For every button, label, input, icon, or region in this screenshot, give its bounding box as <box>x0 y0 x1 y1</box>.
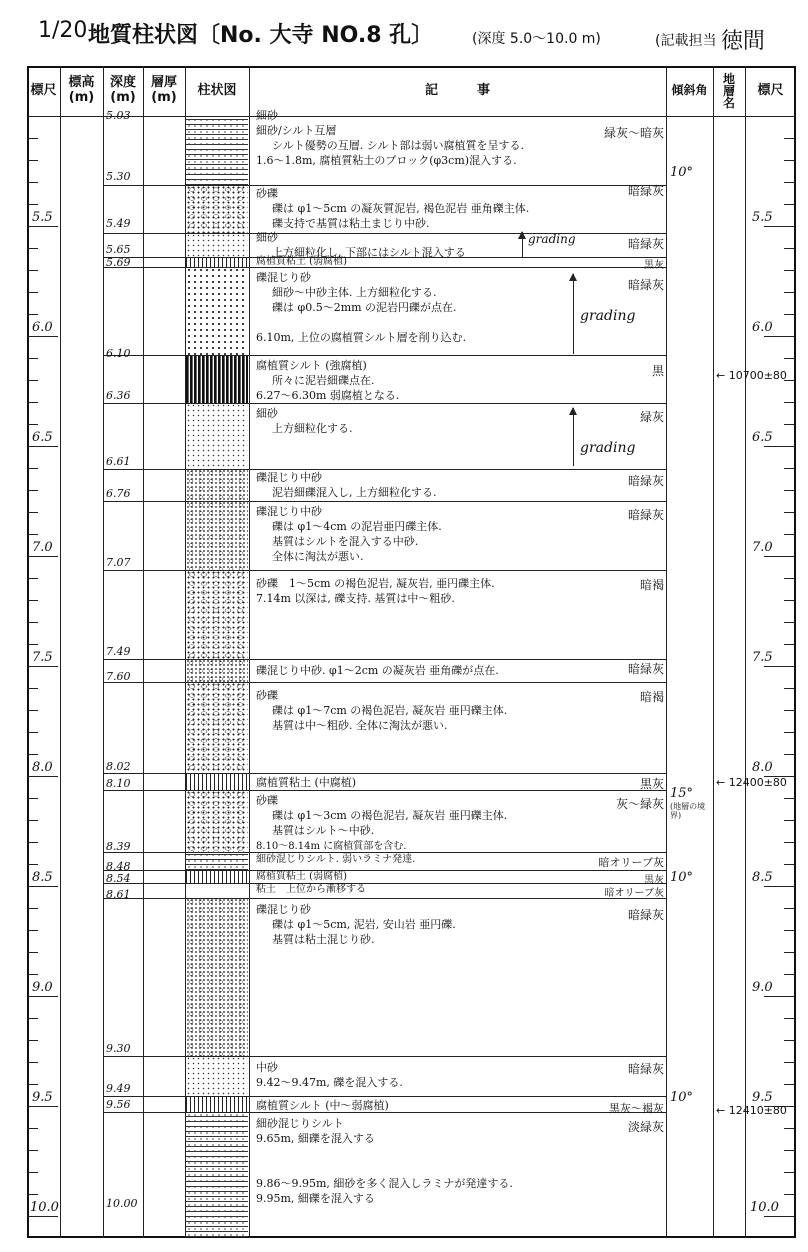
depth-value: 6.10 <box>106 347 131 360</box>
scale-tick <box>28 578 38 579</box>
scale-label-left: 6.0 <box>32 320 53 335</box>
scale-tick-major <box>764 666 794 667</box>
desc-line: 上方細粒化し, 下部にはシルト混入する <box>272 246 466 259</box>
litho-clay <box>186 883 248 898</box>
desc-line: 礫混じり中砂 <box>256 471 322 484</box>
scale-tick <box>28 138 38 139</box>
layer-color: 暗緑灰 <box>627 184 664 198</box>
depth-value: 8.61 <box>106 888 131 901</box>
layer-boundary <box>103 659 666 660</box>
scale-tick-major <box>764 446 794 447</box>
desc-line: 礫は φ1～5cm, 泥岩, 安山岩 亜円礫. <box>272 918 456 931</box>
scale-tick <box>784 314 794 315</box>
layer-boundary <box>103 682 666 683</box>
sheet-title: 地質柱状図〔No. 大寺 NO.8 孔〕 <box>88 23 434 48</box>
depth-value: 9.49 <box>106 1082 131 1095</box>
scale-tick-major <box>28 886 58 887</box>
layer-description <box>256 108 664 168</box>
desc-line: 6.27～6.30m 弱腐植となる. <box>256 389 400 402</box>
scale-tick <box>784 820 794 821</box>
depth-value: 8.39 <box>106 840 131 853</box>
litho-gravel <box>186 570 248 659</box>
scale-tick <box>784 402 794 403</box>
grading-arrow <box>522 232 523 258</box>
depth-value: 5.30 <box>106 170 131 183</box>
desc-line: 細砂～中砂主体. 上方細粒化する. <box>272 286 437 299</box>
desc-line: 上方細粒化する. <box>272 422 353 435</box>
desc-line: 腐植質粘土 (弱腐植) <box>256 871 347 882</box>
desc-line: 基質はシルト～中砂. <box>272 824 375 837</box>
scale-tick-major <box>28 666 58 667</box>
scale-tick-major <box>28 446 58 447</box>
scale-tick <box>28 952 38 953</box>
layer-color: 暗緑灰 <box>627 474 664 488</box>
litho-fine-sand-silt <box>186 117 248 185</box>
scale-tick <box>784 842 794 843</box>
depth-value: 8.54 <box>106 872 131 885</box>
scale-tick-major <box>28 1106 58 1107</box>
layer-color: 暗緑灰 <box>627 508 664 522</box>
layer-color: 暗褐 <box>639 690 664 704</box>
layer-color: 暗緑灰 <box>627 662 664 676</box>
scale-tick <box>28 1040 38 1041</box>
litho-sandy-silt <box>186 852 248 870</box>
col-divider <box>713 66 714 1238</box>
scale-tick <box>28 1084 38 1085</box>
layer-description <box>256 1060 664 1090</box>
age-marker: ← 12410±80 <box>716 1104 787 1117</box>
layer-description <box>256 1098 664 1113</box>
litho-gravel <box>186 790 248 852</box>
layer-boundary <box>103 773 666 774</box>
scale-tick <box>28 600 38 601</box>
depth-value: 5.03 <box>106 109 131 122</box>
desc-line: 礫支持で基質は粘土まじり中砂. <box>272 217 430 230</box>
layer-color: 緑灰～暗灰 <box>603 126 664 140</box>
desc-line: 細砂 <box>256 231 278 244</box>
desc-line: 細砂混じりシルト. 弱いラミナ発達. <box>256 854 416 865</box>
layer-description <box>256 663 664 678</box>
scale-label-left: 9.5 <box>32 1090 53 1105</box>
scale-tick <box>784 1018 794 1019</box>
depth-value: 6.36 <box>106 389 131 402</box>
layer-boundary <box>103 501 666 502</box>
desc-line: 基質は中～粗砂. 全体に淘汰が悪い. <box>272 719 448 732</box>
scale-label-left: 7.5 <box>32 650 53 665</box>
desc-line: 基質はシルトを混入する中砂. <box>272 535 419 548</box>
col-header-elevation: 標高 (m) <box>68 75 95 105</box>
scale-tick <box>784 138 794 139</box>
scale-label-left: 5.5 <box>32 210 53 225</box>
scale-tick-major <box>28 776 58 777</box>
scale-tick <box>28 534 38 535</box>
scale-tick <box>28 314 38 315</box>
scale-label-right: 8.5 <box>752 870 773 885</box>
scale-tick-major <box>764 886 794 887</box>
scale-tick <box>784 160 794 161</box>
litho-medium-sand <box>186 1056 248 1096</box>
litho-peaty-silt <box>186 1096 248 1112</box>
scale-tick <box>784 1128 794 1129</box>
scale-label-left: 9.0 <box>32 980 53 995</box>
layer-color: 暗緑灰 <box>627 908 664 922</box>
scale-tick <box>784 930 794 931</box>
scale-tick <box>784 292 794 293</box>
age-marker: ← 10700±80 <box>716 369 787 382</box>
layer-color: 淡緑灰 <box>627 1120 664 1134</box>
scale-tick <box>28 402 38 403</box>
scale-label-right: 7.5 <box>752 650 773 665</box>
sheet-header <box>0 18 808 58</box>
desc-line: 腐植質シルト (中～弱腐植) <box>256 1099 389 1112</box>
desc-line: 砂礫 <box>256 794 278 807</box>
layer-color: 暗オリーブ灰 <box>604 888 664 899</box>
desc-line: 細砂/シルト互層 <box>256 124 337 137</box>
scale-tick-major <box>764 336 794 337</box>
layer-description <box>256 1116 664 1206</box>
scale-label-right: 10.0 <box>750 1200 779 1215</box>
scale-tick <box>28 842 38 843</box>
layer-boundary <box>103 1056 666 1057</box>
scale-tick <box>28 1194 38 1195</box>
depth-value: 5.65 <box>106 243 131 256</box>
scale-tick <box>784 952 794 953</box>
col-divider <box>745 66 746 1238</box>
layer-description <box>256 504 664 564</box>
scale-label-left: 6.5 <box>32 430 53 445</box>
desc-line: 9.95m, 細礫を混入する <box>256 1192 375 1205</box>
age-marker: ← 12400±80 <box>716 776 787 789</box>
layer-boundary <box>103 1096 666 1097</box>
layer-boundary <box>103 570 666 571</box>
layer-description <box>256 186 664 231</box>
scale-tick <box>28 182 38 183</box>
grading-arrow <box>573 274 574 354</box>
scale-tick <box>784 600 794 601</box>
scale-tick <box>28 1018 38 1019</box>
layer-boundary <box>103 355 666 356</box>
col-header-depth: 深度 (m) <box>109 75 136 105</box>
desc-line: 礫混じり中砂 <box>256 505 322 518</box>
desc-line: 細砂 <box>256 109 278 122</box>
scale-tick <box>28 974 38 975</box>
scale-tick <box>784 710 794 711</box>
layer-description <box>256 884 664 896</box>
scale-tick <box>28 820 38 821</box>
layer-color: 暗褐 <box>639 578 664 592</box>
depth-value: 8.48 <box>106 860 131 873</box>
grading-arrow <box>573 408 574 466</box>
dip-value: 10° <box>670 1090 694 1105</box>
layer-description <box>256 470 664 500</box>
depth-value: 10.00 <box>106 1197 138 1210</box>
layer-color: 暗緑灰 <box>627 1062 664 1076</box>
scale-tick <box>28 468 38 469</box>
depth-value: 7.49 <box>106 645 131 658</box>
desc-line: シルト優勢の互層. シルト部は弱い腐植質を呈する. <box>272 139 524 152</box>
scale-tick <box>28 644 38 645</box>
desc-line: 基質は粘土混じり砂. <box>272 933 375 946</box>
desc-line: 細砂 <box>256 407 278 420</box>
litho-pebbly-sand <box>186 267 248 355</box>
scale-tick <box>784 1194 794 1195</box>
scale-label-right: 6.5 <box>752 430 773 445</box>
scale-tick-major <box>28 556 58 557</box>
scale-tick <box>28 204 38 205</box>
depth-value: 6.76 <box>106 487 131 500</box>
col-header-thickness: 層厚 (m) <box>150 75 177 105</box>
col-divider <box>249 66 250 1238</box>
desc-line: 9.65m, 細礫を混入する <box>256 1132 375 1145</box>
scale-tick-major <box>28 1216 58 1217</box>
scale-tick <box>28 1150 38 1151</box>
scale-label-right: 8.0 <box>752 760 773 775</box>
scale-tick <box>784 688 794 689</box>
scale-tick <box>784 1062 794 1063</box>
dip-note: (地層の境界) <box>670 802 706 820</box>
layer-boundary <box>103 898 666 899</box>
layer-color: 緑灰 <box>639 410 664 424</box>
scale-tick <box>784 358 794 359</box>
litho-peaty-silt <box>186 355 248 403</box>
scale-tick <box>784 974 794 975</box>
layer-boundary <box>103 267 666 268</box>
desc-line: 1.6～1.8m, 腐植質粘土のブロック(φ3cm)混入する. <box>256 154 517 167</box>
col-header-scale: 標尺 <box>30 82 57 98</box>
dip-value: 10° <box>670 165 694 180</box>
scale-tick-major <box>28 226 58 227</box>
layer-color: 灰～緑灰 <box>615 797 664 811</box>
depth-value: 6.61 <box>106 455 131 468</box>
depth-value: 8.10 <box>106 777 131 790</box>
layer-description <box>256 775 664 790</box>
scale-tick <box>28 358 38 359</box>
desc-line: 礫は φ1～4cm の泥岩亜円礫主体. <box>272 520 442 533</box>
litho-pebbly-medium-sand <box>186 501 248 570</box>
layer-description <box>256 688 664 733</box>
col-header-description: 記 事 <box>424 82 490 98</box>
desc-line: 礫混じり砂 <box>256 271 311 284</box>
layer-description <box>256 406 664 436</box>
scale-tick <box>28 270 38 271</box>
layer-description <box>256 358 664 403</box>
scale-tick <box>784 1150 794 1151</box>
scale-tick <box>784 908 794 909</box>
scale-tick-major <box>28 336 58 337</box>
desc-line: 礫混じり中砂. φ1～2cm の凝灰岩 亜角礫が点在. <box>256 664 499 677</box>
litho-pebbly-medium-sand <box>186 659 248 682</box>
layer-color: 黒灰～褐灰 <box>609 1102 664 1115</box>
scale-label-right: 9.5 <box>752 1090 773 1105</box>
scale-tick <box>784 732 794 733</box>
desc-line: 9.86～9.95m, 細砂を多く混入しラミナが発達する. <box>256 1177 513 1190</box>
scale-label: 1/20 <box>38 18 88 43</box>
desc-line: 9.42～9.47m, 礫を混入する. <box>256 1076 403 1089</box>
depth-range: (深度 5.0～10.0 m) <box>472 31 601 47</box>
scale-label-left: 7.0 <box>32 540 53 555</box>
desc-line: 中砂 <box>256 1061 278 1074</box>
desc-line: 泥岩細礫混入し, 上方細粒化する. <box>272 486 437 499</box>
depth-value: 7.60 <box>106 670 131 683</box>
scale-tick <box>784 1040 794 1041</box>
desc-line: 細砂混じりシルト <box>256 1117 344 1130</box>
litho-fine-sand <box>186 233 248 257</box>
scale-tick-major <box>764 226 794 227</box>
scale-tick <box>28 160 38 161</box>
col-header-scale-right: 標尺 <box>757 82 784 98</box>
layer-color: 黒灰 <box>644 260 664 271</box>
col-divider <box>103 66 104 1238</box>
scale-tick <box>784 182 794 183</box>
layer-boundary <box>103 790 666 791</box>
grading-label: grading <box>528 232 576 246</box>
desc-line: 7.14m 以深は, 礫支持. 基質は中～粗砂. <box>256 592 455 605</box>
depth-value: 9.56 <box>106 1098 131 1111</box>
scale-tick <box>28 688 38 689</box>
scale-label-left: 10.0 <box>30 1200 59 1215</box>
scale-label-right: 9.0 <box>752 980 773 995</box>
dip-value: 10° <box>670 870 694 885</box>
desc-line: 所々に泥岩細礫点在. <box>272 374 375 387</box>
desc-line: 砂礫 <box>256 187 278 200</box>
scale-tick <box>784 644 794 645</box>
scale-tick <box>784 424 794 425</box>
litho-pebbly-sand <box>186 898 248 1056</box>
col-divider <box>60 66 61 1238</box>
scale-tick <box>28 248 38 249</box>
desc-line: 礫混じり砂 <box>256 903 311 916</box>
scale-tick <box>28 1062 38 1063</box>
desc-line: 腐植質粘土 (弱腐植) <box>256 256 347 267</box>
scale-tick <box>784 204 794 205</box>
layer-color: 暗オリーブ灰 <box>598 856 664 869</box>
grading-label: grading <box>580 308 636 324</box>
litho-gravel <box>186 185 248 233</box>
scale-tick-major <box>764 1216 794 1217</box>
scale-tick-major <box>764 996 794 997</box>
grading-label: grading <box>580 440 636 456</box>
desc-line: 6.10m, 上位の腐植質シルト層を削り込む. <box>256 331 467 344</box>
scale-tick <box>784 1084 794 1085</box>
scale-tick <box>28 380 38 381</box>
desc-line: 砂礫 1～5cm の褐色泥岩, 凝灰岩, 亜円礫主体. <box>256 577 495 590</box>
desc-line: 粘土 上位から漸移する <box>256 884 366 895</box>
depth-value: 9.30 <box>106 1042 131 1055</box>
scale-tick-major <box>764 556 794 557</box>
scale-tick <box>28 864 38 865</box>
scale-tick <box>784 534 794 535</box>
layer-boundary <box>103 403 666 404</box>
writer <box>655 24 765 55</box>
depth-value: 7.07 <box>106 556 131 569</box>
layer-color: 黒灰 <box>644 875 664 886</box>
scale-tick <box>28 930 38 931</box>
scale-tick <box>28 710 38 711</box>
litho-fine-sand <box>186 403 248 469</box>
writer-signature: 徳間 <box>720 29 765 54</box>
scale-tick <box>28 490 38 491</box>
scale-label-left: 8.5 <box>32 870 53 885</box>
layer-description <box>256 902 664 947</box>
desc-line: 礫は φ0.5～2mm の泥岩円礫が点在. <box>272 301 457 314</box>
layer-description <box>256 256 664 267</box>
scale-tick <box>28 1172 38 1173</box>
layer-description <box>256 576 664 606</box>
scale-tick <box>784 1172 794 1173</box>
scale-tick <box>784 468 794 469</box>
depth-value: 5.49 <box>106 217 131 230</box>
litho-peaty-clay <box>186 773 248 790</box>
scale-tick <box>784 578 794 579</box>
scale-tick <box>784 864 794 865</box>
desc-line: 腐植質シルト (強腐植) <box>256 359 367 372</box>
scale-tick <box>784 622 794 623</box>
litho-sandy-silt <box>186 1112 248 1237</box>
writer-label: (記載担当 <box>655 33 717 49</box>
layer-color: 暗緑灰 <box>627 278 664 292</box>
scale-tick <box>28 754 38 755</box>
scale-label-left: 8.0 <box>32 760 53 775</box>
layer-color: 黒灰 <box>639 777 664 791</box>
scale-tick <box>28 798 38 799</box>
desc-line: 全体に淘汰が悪い. <box>272 550 364 563</box>
desc-line: 腐植質粘土 (中腐植) <box>256 776 357 789</box>
scale-label-right: 5.5 <box>752 210 773 225</box>
scale-label-right: 6.0 <box>752 320 773 335</box>
desc-line: 礫は φ1～5cm の凝灰質泥岩, 褐色泥岩 亜角礫主体. <box>272 202 530 215</box>
scale-tick <box>784 798 794 799</box>
scale-tick <box>28 1128 38 1129</box>
desc-line: 8.10～8.14m に腐植質部を含む. <box>256 841 407 852</box>
litho-pebbly-medium-sand <box>186 469 248 501</box>
scale-tick <box>784 512 794 513</box>
desc-line: 砂礫 <box>256 689 278 702</box>
dip-value: 15° <box>670 786 694 801</box>
depth-value: 5.69 <box>106 256 131 269</box>
scale-tick <box>28 292 38 293</box>
layer-color: 黒 <box>651 364 664 378</box>
litho-peaty-clay <box>186 870 248 883</box>
layer-description <box>256 871 664 883</box>
desc-line: 礫は φ1～7cm の褐色泥岩, 凝灰岩 亜円礫主体. <box>272 704 508 717</box>
depth-value: 8.02 <box>106 760 131 773</box>
scale-tick-major <box>28 996 58 997</box>
scale-tick <box>784 248 794 249</box>
scale-tick <box>784 490 794 491</box>
col-divider <box>666 66 667 1238</box>
layer-color: 暗緑灰 <box>627 237 664 251</box>
scale-tick <box>28 424 38 425</box>
scale-tick <box>28 622 38 623</box>
scale-tick <box>28 908 38 909</box>
scale-tick <box>28 512 38 513</box>
col-header-column: 柱状図 <box>197 82 237 98</box>
scale-tick <box>784 754 794 755</box>
scale-label-right: 7.0 <box>752 540 773 555</box>
scale-tick <box>784 270 794 271</box>
scale-tick <box>28 732 38 733</box>
litho-gravel <box>186 682 248 773</box>
layer-description <box>256 793 664 854</box>
col-header-formation: 地 層 名 <box>722 72 735 110</box>
col-header-dip: 傾斜角 <box>671 83 708 98</box>
litho-peaty-clay <box>186 257 248 267</box>
desc-line: 礫は φ1～3cm の褐色泥岩, 凝灰岩 亜円礫主体. <box>272 809 508 822</box>
